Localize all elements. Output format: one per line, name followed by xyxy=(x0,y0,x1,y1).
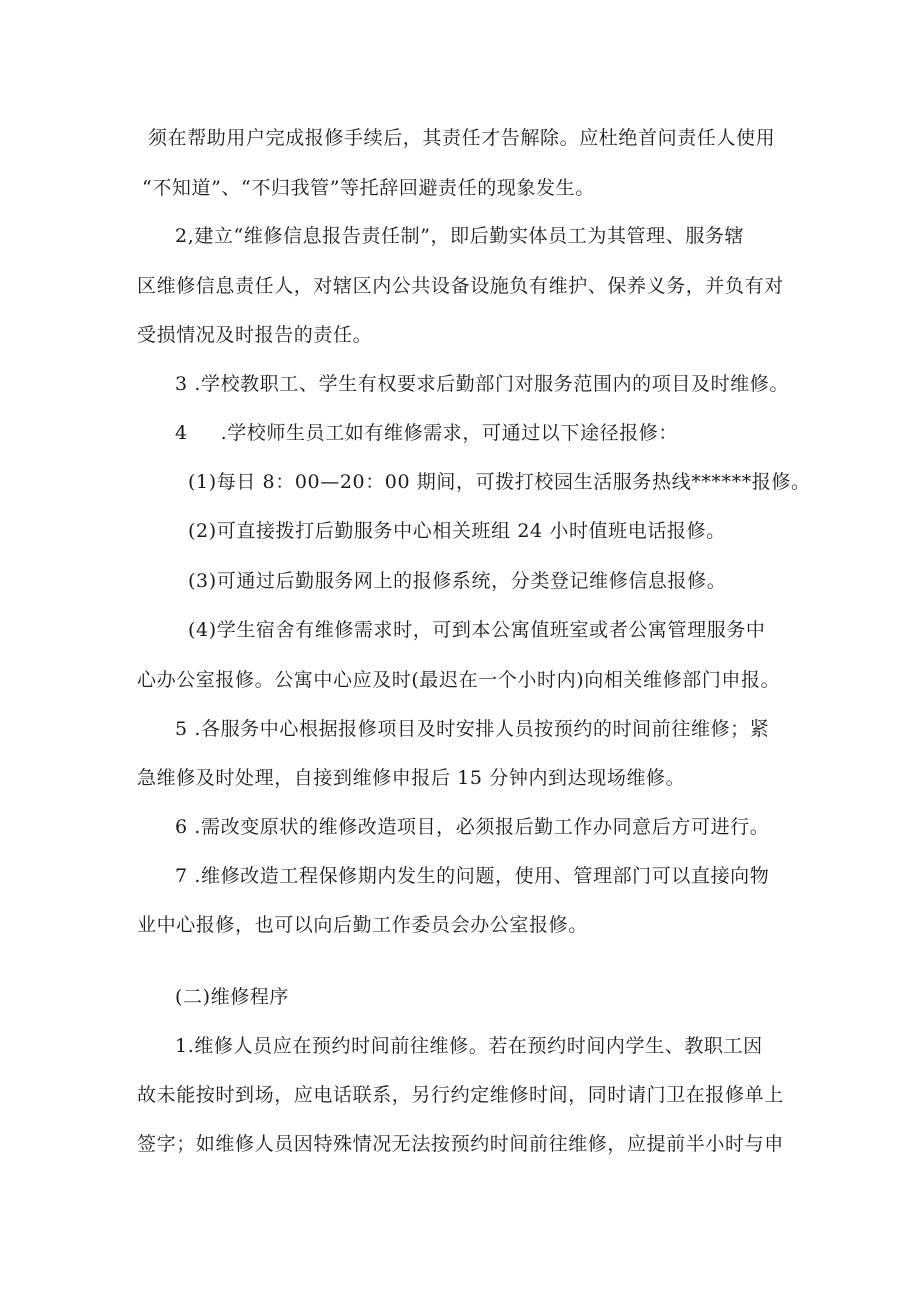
text-line: 1.维修人员应在预约时间前往维修。若在预约时间内学生、教职工因 xyxy=(175,1035,763,1057)
text-line: 6 .需改变原状的维修改造项目，必须报后勤工作办同意后方可进行。 xyxy=(175,816,770,838)
text-line: 2,建立“维修信息报告责任制”，即后勤实体员工为其管理、服务辖 xyxy=(175,225,745,247)
text-line: “不知道”、“不归我管”等托辞回避责任的现象发生。 xyxy=(142,177,595,199)
text-line: 受损情况及时报告的责任。 xyxy=(137,324,373,346)
text-line: 签字；如维修人员因特殊情况无法按预约时间前往维修，应提前半小时与申 xyxy=(137,1133,784,1155)
text-line: 区维修信息责任人，对辖区内公共设备设施负有维护、保养义务，并负有对 xyxy=(137,275,784,297)
text-line: (4)学生宿舍有维修需求时，可到本公寓值班室或者公寓管理服务中 xyxy=(188,619,766,641)
text-line: (3)可通过后勤服务网上的报修系统，分类登记维修信息报修。 xyxy=(188,570,727,592)
text-line: 急维修及时处理，自接到维修申报后 15 分钟内到达现场维修。 xyxy=(137,767,686,789)
text-line: 须在帮助用户完成报修手续后，其责任才告解除。应杜绝首问责任人使用 xyxy=(148,127,776,149)
text-line: 业中心报修，也可以向后勤工作委员会办公室报修。 xyxy=(137,914,588,936)
section-heading: (二)维修程序 xyxy=(175,986,290,1008)
text-line: 7 .维修改造工程保修期内发生的问题，使用、管理部门可以直接向物 xyxy=(175,865,770,887)
text-line: 4 .学校师生员工如有维修需求，可通过以下途径报修： xyxy=(175,422,679,444)
text-line: 心办公室报修。公寓中心应及时(最迟在一个小时内)向相关维修部门申报。 xyxy=(137,669,781,691)
text-line: (1)每日 8：00—20：00 期间，可拨打校园生活服务热线******报修。 xyxy=(188,471,811,493)
text-line: (2)可直接拨打后勤服务中心相关班组 24 小时值班电话报修。 xyxy=(188,520,726,542)
text-line: 5 .各服务中心根据报修项目及时安排人员按预约的时间前往维修；紧 xyxy=(175,718,770,740)
text-line: 3 .学校教职工、学生有权要求后勤部门对服务范围内的项目及时维修。 xyxy=(175,373,789,395)
text-line: 故未能按时到场，应电话联系，另行约定维修时间，同时请门卫在报修单上 xyxy=(137,1084,784,1106)
